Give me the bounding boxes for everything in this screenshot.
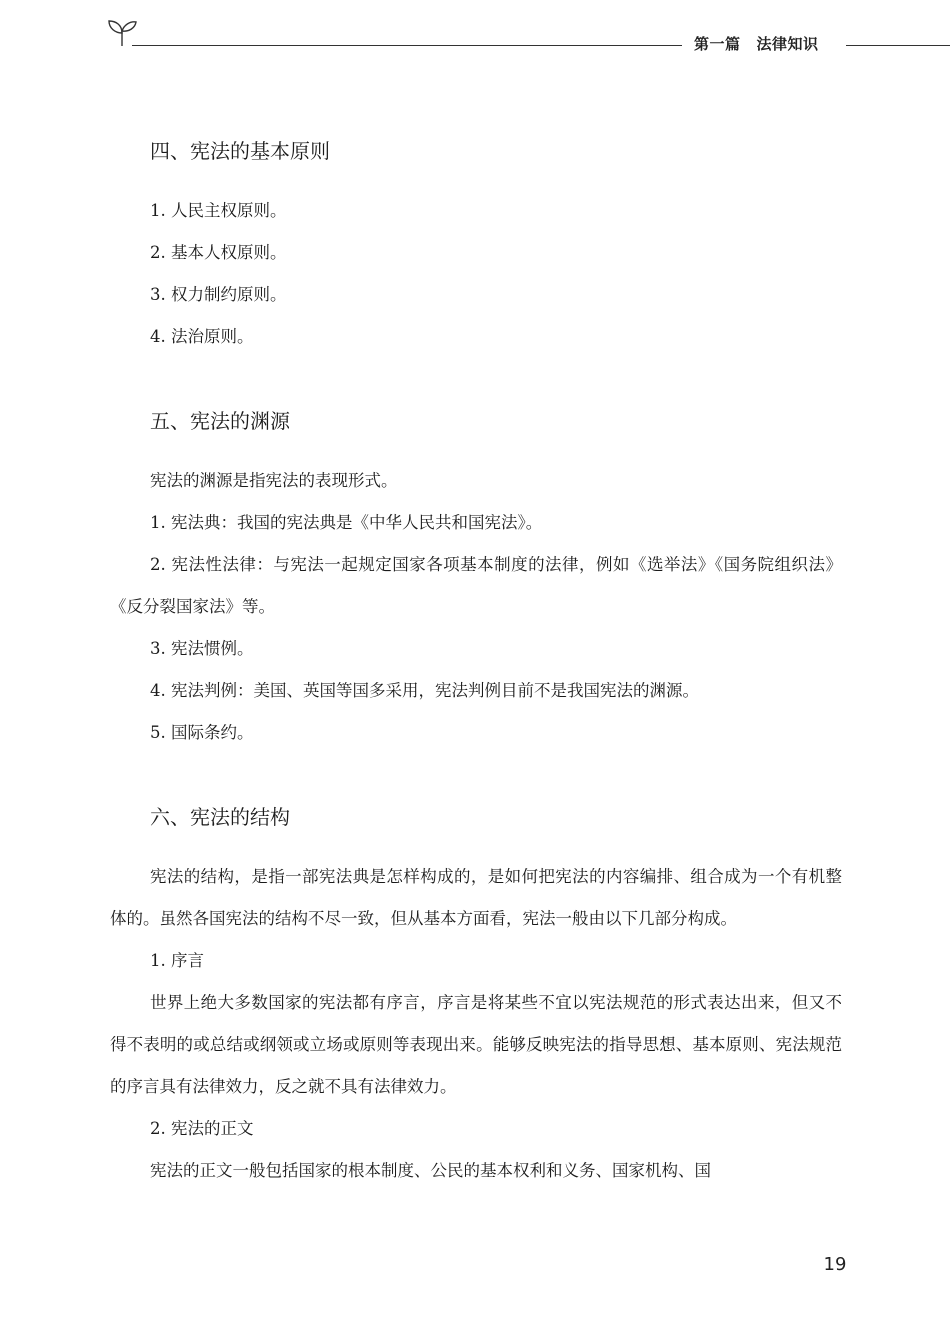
list-item: 4. 法治原则。 <box>150 327 254 346</box>
paragraph: 宪法的结构，是指一部宪法典是怎样构成的，是如何把宪法的内容编排、组合成为一个有机整体的。虽然各国宪法的结构不尽一致，但从基本方面看，宪法一般由以下几部分构成。 <box>110 867 842 928</box>
list-item: 3. 权力制约原则。 <box>150 285 287 304</box>
list-item: 4. 宪法判例：美国、英国等国多采用，宪法判例目前不是我国宪法的渊源。 <box>150 681 699 700</box>
list-item: 1. 宪法典：我国的宪法典是《中华人民共和国宪法》。 <box>150 513 543 532</box>
header-rule-left <box>132 45 682 46</box>
subheading: 2. 宪法的正文 <box>150 1119 254 1138</box>
section-heading: 五、宪法的渊源 <box>150 409 290 433</box>
list-item: 1. 人民主权原则。 <box>150 201 287 220</box>
header-title <box>694 33 819 54</box>
section-heading: 六、宪法的结构 <box>150 805 290 829</box>
list-item: 3. 宪法惯例。 <box>150 639 254 658</box>
list-item: 5. 国际条约。 <box>150 723 254 742</box>
header-part: 第一篇 <box>694 35 741 53</box>
page-number: 19 <box>823 1254 847 1275</box>
subheading: 1. 序言 <box>150 951 204 970</box>
header-chapter-title: 法律知识 <box>756 35 819 53</box>
paragraph: 宪法的渊源是指宪法的表现形式。 <box>150 471 398 490</box>
section-heading: 四、宪法的基本原则 <box>150 139 330 163</box>
list-item: 2. 宪法性法律：与宪法一起规定国家各项基本制度的法律，例如《选举法》《国务院组织法》《反分裂国家法》等。 <box>110 555 842 616</box>
paragraph: 宪法的正文一般包括国家的根本制度、公民的基本权利和义务、国家机构、国 <box>150 1161 711 1180</box>
page-header <box>0 0 950 60</box>
paragraph: 世界上绝大多数国家的宪法都有序言，序言是将某些不宜以宪法规范的形式表达出来，但又不得不表明的或总结或纲领或立场或原则等表现出来。能够反映宪法的指导思想、基本原则、宪法规范的序言具有法律效力，反之就不具有法律效力。 <box>110 993 842 1096</box>
sprout-icon <box>106 16 138 48</box>
list-item: 2. 基本人权原则。 <box>150 243 287 262</box>
page-content <box>110 134 842 1192</box>
header-rule-right <box>846 45 950 46</box>
